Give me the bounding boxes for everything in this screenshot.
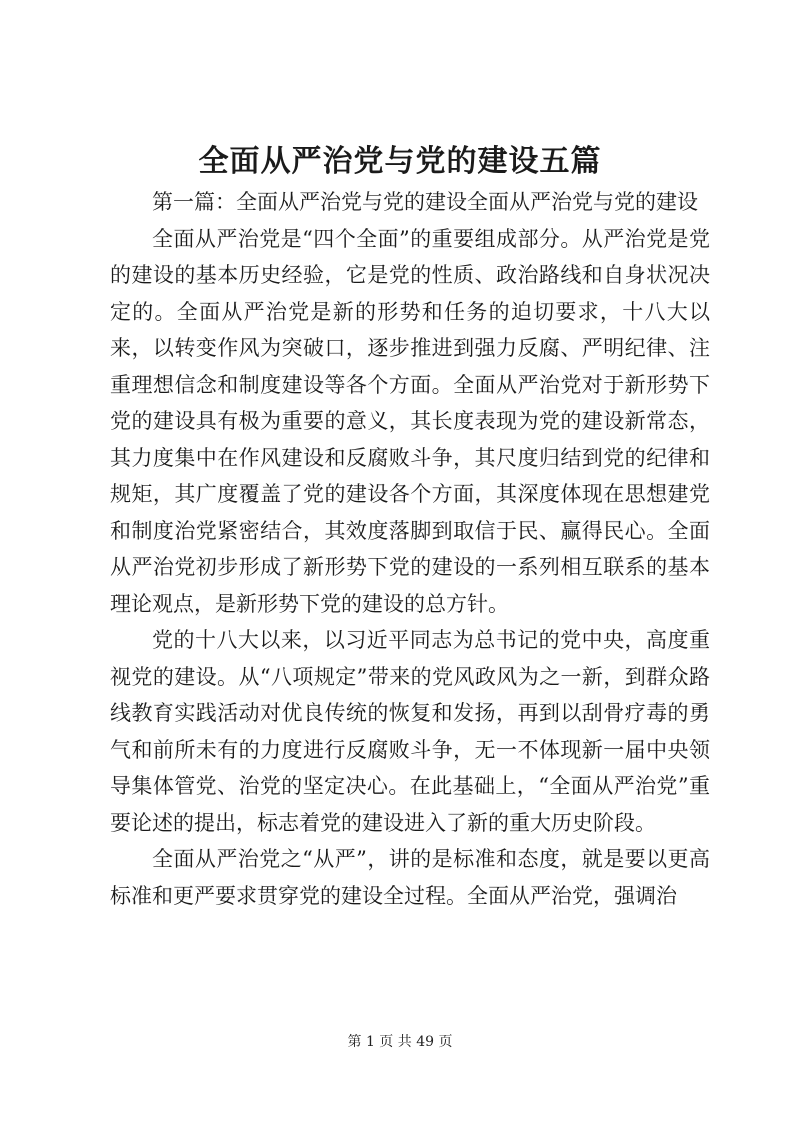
- paragraph: 全面从严治党之“从严”，讲的是标准和态度，就是要以更高标准和更严要求贯穿党的建设全过程。全面从严治党，强调治: [110, 847, 710, 908]
- document-body: [110, 184, 710, 914]
- page-number-footer: 第 1 页 共 49 页: [347, 1034, 453, 1050]
- paragraph: 全面从严治党是“四个全面”的重要组成部分。从严治党是党的建设的基本历史经验，它是党的性质、政治路线和自身状况决定的。全面从严治党是新的形势和任务的迫切要求，十八大以来，以转变作风为突破口，逐步推进到强力反腐、严明纪律、注重理想信念和制度建设等各个方面。全面从严治党对于新形势下党的建设具有极为重要的意义，其长度表现为党的建设新常态，其力度集中在作风建设和反腐败斗争，其尺度归结到党的纪律和规矩，其广度覆盖了党的建设各个方面，其深度体现在思想建党和制度治党紧密结合，其效度落脚到取信于民、赢得民心。全面从严治党初步形成了新形势下党的建设的一系列相互联系的基本理论观点，是新形势下党的建设的总方针。: [110, 226, 710, 616]
- paragraph: 党的十八大以来，以习近平同志为总书记的党中央，高度重视党的建设。从“八项规定”带来的党风政风为之一新，到群众路线教育实践活动对优良传统的恢复和发扬，再到以刮骨疗毒的勇气和前所未有的力度进行反腐败斗争，无一不体现新一届中央领导集体管党、治党的坚定决心。在此基础上，“全面从严治党”重要论述的提出，标志着党的建设进入了新的重大历史阶段。: [110, 628, 710, 835]
- section-heading: 第一篇：全面从严治党与党的建设全面从严治党与党的建设: [152, 190, 698, 214]
- document-title: 全面从严治党与党的建设五篇: [198, 144, 602, 179]
